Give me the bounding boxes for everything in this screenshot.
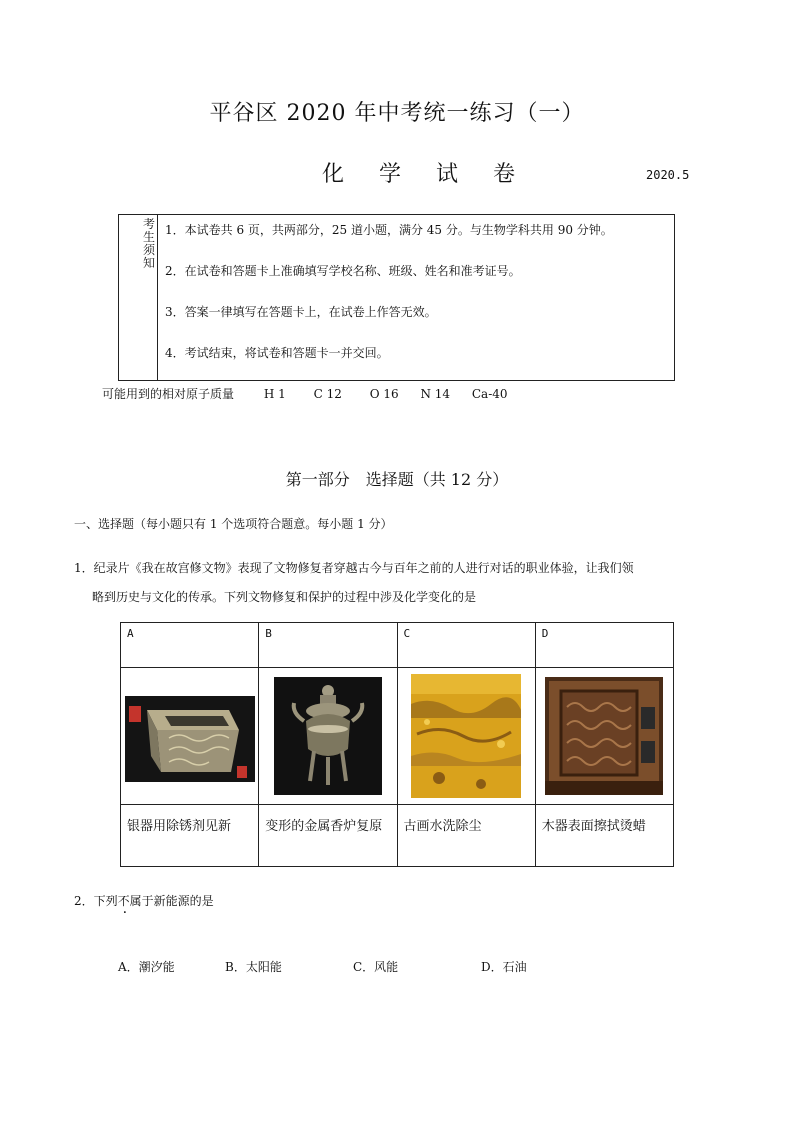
atomic-mass-item: C 12 <box>313 387 342 401</box>
atomic-masses <box>102 385 508 402</box>
atomic-mass-item: Ca-40 <box>471 387 508 401</box>
section-heading: 一、选择题（每小题只有 1 个选项符合题意。每小题 1 分） <box>74 517 393 531</box>
option-letter: A <box>121 623 259 668</box>
options-table <box>120 622 674 867</box>
option-caption: 变形的金属香炉复原 <box>259 805 397 867</box>
question-1-line2: 略到历史与文化的传承。下列文物修复和保护的过程中涉及化学变化的是 <box>92 590 477 604</box>
question-1-line1: 1．纪录片《我在故宫修文物》表现了文物修复者穿越古今与百年之前的人进行对话的职业体验，让我们领 <box>74 561 634 575</box>
atomic-mass-item: N 14 <box>420 387 451 401</box>
option-letter: D <box>535 623 673 668</box>
part-heading: 第一部分 选择题（共 12 分） <box>285 470 509 489</box>
notice-item: 4．考试结束，将试卷和答题卡一并交回。 <box>165 346 389 360</box>
option-letter: B <box>259 623 397 668</box>
notice-label: 考 生 须 知 <box>119 215 158 380</box>
question-2-suffix: 新能源的是 <box>153 894 214 908</box>
notice-item: 3．答案一律填写在答题卡上，在试卷上作答无效。 <box>165 305 437 319</box>
atomic-mass-item: H 1 <box>263 387 286 401</box>
option-letter: C <box>397 623 535 668</box>
question-2-emphasis: 不属于 <box>117 894 154 908</box>
question-2-option: D．石油 <box>481 960 527 974</box>
question-1 <box>74 554 724 612</box>
question-2-prefix: 2．下列 <box>74 894 118 908</box>
exam-title: 平谷区 2020 年中考统一练习（一） <box>209 101 585 126</box>
option-caption: 银器用除锈剂见新 <box>121 805 259 867</box>
option-caption: 木器表面擦拭烫蜡 <box>535 805 673 867</box>
carved-wood-image <box>545 677 663 795</box>
atomic-mass-item: O 16 <box>369 387 399 401</box>
notice-box <box>118 214 675 381</box>
silver-box-image <box>125 686 255 786</box>
question-2-option: C．风能 <box>353 960 399 974</box>
notice-item: 1．本试卷共 6 页，共两部分，25 道小题，满分 45 分。与生物学科共用 90 分钟。 <box>165 223 613 237</box>
question-2 <box>74 892 214 909</box>
question-2-option: A．潮汐能 <box>118 960 175 974</box>
ancient-painting-image <box>411 674 521 798</box>
exam-subtitle: 化 学 试 卷 <box>322 162 529 187</box>
incense-burner-image <box>274 677 382 795</box>
question-2-option: B．太阳能 <box>225 960 282 974</box>
exam-date: 2020.5 <box>646 168 690 182</box>
atomic-masses-label: 可能用到的相对原子质量 <box>102 387 235 401</box>
option-caption: 古画水洗除尘 <box>397 805 535 867</box>
notice-item: 2．在试卷和答题卡上准确填写学校名称、班级、姓名和准考证号。 <box>165 264 521 278</box>
